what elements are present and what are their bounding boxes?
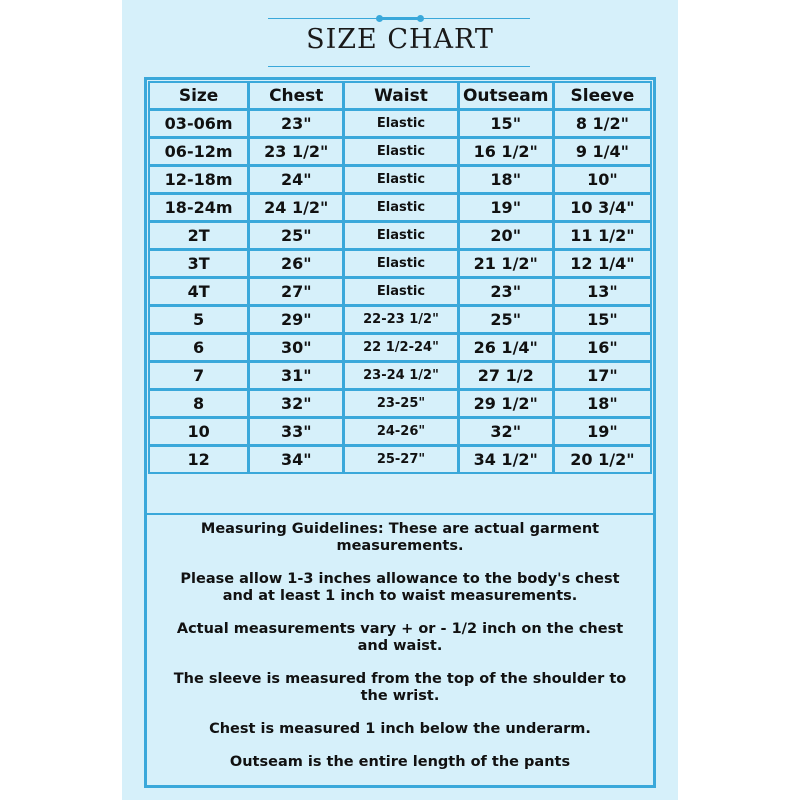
table-row bbox=[150, 195, 650, 220]
table-cell: 23 1/2" bbox=[250, 139, 342, 164]
table-cell: Elastic bbox=[345, 111, 456, 136]
title-banner bbox=[122, 10, 678, 70]
table-cell: 13" bbox=[555, 279, 650, 304]
table-cell: Elastic bbox=[345, 167, 456, 192]
table-cell: 15" bbox=[555, 307, 650, 332]
table-cell: 25" bbox=[250, 223, 342, 248]
table-cell: 03-06m bbox=[150, 111, 247, 136]
table-cell: 24" bbox=[250, 167, 342, 192]
guideline-text: The sleeve is measured from the top of the shoulder to the wrist. bbox=[173, 671, 627, 704]
table-row bbox=[150, 307, 650, 332]
table-cell: 24-26" bbox=[345, 419, 456, 444]
table-cell: 11 1/2" bbox=[555, 223, 650, 248]
table-cell: 27 1/2 bbox=[460, 363, 552, 388]
table-cell: 29 1/2" bbox=[460, 391, 552, 416]
table-row bbox=[150, 111, 650, 136]
table-row bbox=[150, 363, 650, 388]
title-divider-bottom bbox=[268, 66, 530, 67]
table-cell: 5 bbox=[150, 307, 247, 332]
table-cell: 17" bbox=[555, 363, 650, 388]
guideline-text: Measuring Guidelines: These are actual garment measurements. bbox=[200, 521, 600, 554]
table-cell: Elastic bbox=[345, 279, 456, 304]
table-cell: 34" bbox=[250, 447, 342, 472]
guideline-text: Chest is measured 1 inch below the underarm. bbox=[209, 721, 591, 737]
size-table bbox=[147, 80, 653, 475]
table-cell: 26" bbox=[250, 251, 342, 276]
size-chart-card bbox=[122, 0, 678, 800]
table-cell: 24 1/2" bbox=[250, 195, 342, 220]
table-cell: 18" bbox=[555, 391, 650, 416]
table-cell: 26 1/4" bbox=[460, 335, 552, 360]
table-cell: Elastic bbox=[345, 251, 456, 276]
table-cell: 19" bbox=[555, 419, 650, 444]
table-cell: Elastic bbox=[345, 195, 456, 220]
table-cell: 18-24m bbox=[150, 195, 247, 220]
table-cell: 7 bbox=[150, 363, 247, 388]
table-cell: 9 1/4" bbox=[555, 139, 650, 164]
header-chest: Chest bbox=[250, 83, 342, 108]
table-cell: 25-27" bbox=[345, 447, 456, 472]
table-cell: 32" bbox=[460, 419, 552, 444]
table-cell: 25" bbox=[460, 307, 552, 332]
table-cell: 22-23 1/2" bbox=[345, 307, 456, 332]
table-cell: 34 1/2" bbox=[460, 447, 552, 472]
table-row bbox=[150, 447, 650, 472]
table-row bbox=[150, 251, 650, 276]
table-cell: 20" bbox=[460, 223, 552, 248]
header-sleeve: Sleeve bbox=[555, 83, 650, 108]
table-cell: 06-12m bbox=[150, 139, 247, 164]
table-cell: 20 1/2" bbox=[555, 447, 650, 472]
table-cell: 23" bbox=[250, 111, 342, 136]
table-cell: 32" bbox=[250, 391, 342, 416]
table-cell: 10" bbox=[555, 167, 650, 192]
table-cell: 19" bbox=[460, 195, 552, 220]
table-row bbox=[150, 419, 650, 444]
table-cell: 6 bbox=[150, 335, 247, 360]
table-cell: 10 bbox=[150, 419, 247, 444]
table-cell: Elastic bbox=[345, 139, 456, 164]
table-cell: 31" bbox=[250, 363, 342, 388]
table-cell: 18" bbox=[460, 167, 552, 192]
table-cell: 23-24 1/2" bbox=[345, 363, 456, 388]
table-body bbox=[150, 111, 650, 472]
header-waist: Waist bbox=[345, 83, 456, 108]
table-cell: Elastic bbox=[345, 223, 456, 248]
table-cell: 27" bbox=[250, 279, 342, 304]
table-cell: 8 bbox=[150, 391, 247, 416]
table-row bbox=[150, 223, 650, 248]
table-cell: 16" bbox=[555, 335, 650, 360]
table-cell: 8 1/2" bbox=[555, 111, 650, 136]
table-row bbox=[150, 335, 650, 360]
table-cell: 21 1/2" bbox=[460, 251, 552, 276]
table-cell: 12-18m bbox=[150, 167, 247, 192]
measuring-guidelines bbox=[147, 513, 653, 785]
table-cell: 23-25" bbox=[345, 391, 456, 416]
header-outseam: Outseam bbox=[460, 83, 552, 108]
table-cell: 33" bbox=[250, 419, 342, 444]
table-row bbox=[150, 139, 650, 164]
guideline-text: Actual measurements vary + or - 1/2 inch on the chest and waist. bbox=[176, 621, 624, 654]
table-cell: 15" bbox=[460, 111, 552, 136]
guideline-text: Outseam is the entire length of the pants bbox=[229, 754, 571, 770]
table-row bbox=[150, 391, 650, 416]
guideline-text: Please allow 1-3 inches allowance to the body's chest and at least 1 inch to waist measurements. bbox=[180, 571, 620, 604]
table-cell: 29" bbox=[250, 307, 342, 332]
header-size: Size bbox=[150, 83, 247, 108]
table-cell: 30" bbox=[250, 335, 342, 360]
table-cell: 12 bbox=[150, 447, 247, 472]
size-chart-box bbox=[144, 77, 656, 788]
table-row bbox=[150, 167, 650, 192]
table-cell: 3T bbox=[150, 251, 247, 276]
table-cell: 2T bbox=[150, 223, 247, 248]
table-row bbox=[150, 279, 650, 304]
table-cell: 16 1/2" bbox=[460, 139, 552, 164]
table-header-row bbox=[150, 83, 650, 108]
ornament-icon bbox=[380, 14, 420, 23]
table-cell: 12 1/4" bbox=[555, 251, 650, 276]
table-cell: 10 3/4" bbox=[555, 195, 650, 220]
table-cell: 23" bbox=[460, 279, 552, 304]
page-title: SIZE CHART bbox=[306, 24, 494, 55]
table-cell: 4T bbox=[150, 279, 247, 304]
table-cell: 22 1/2-24" bbox=[345, 335, 456, 360]
